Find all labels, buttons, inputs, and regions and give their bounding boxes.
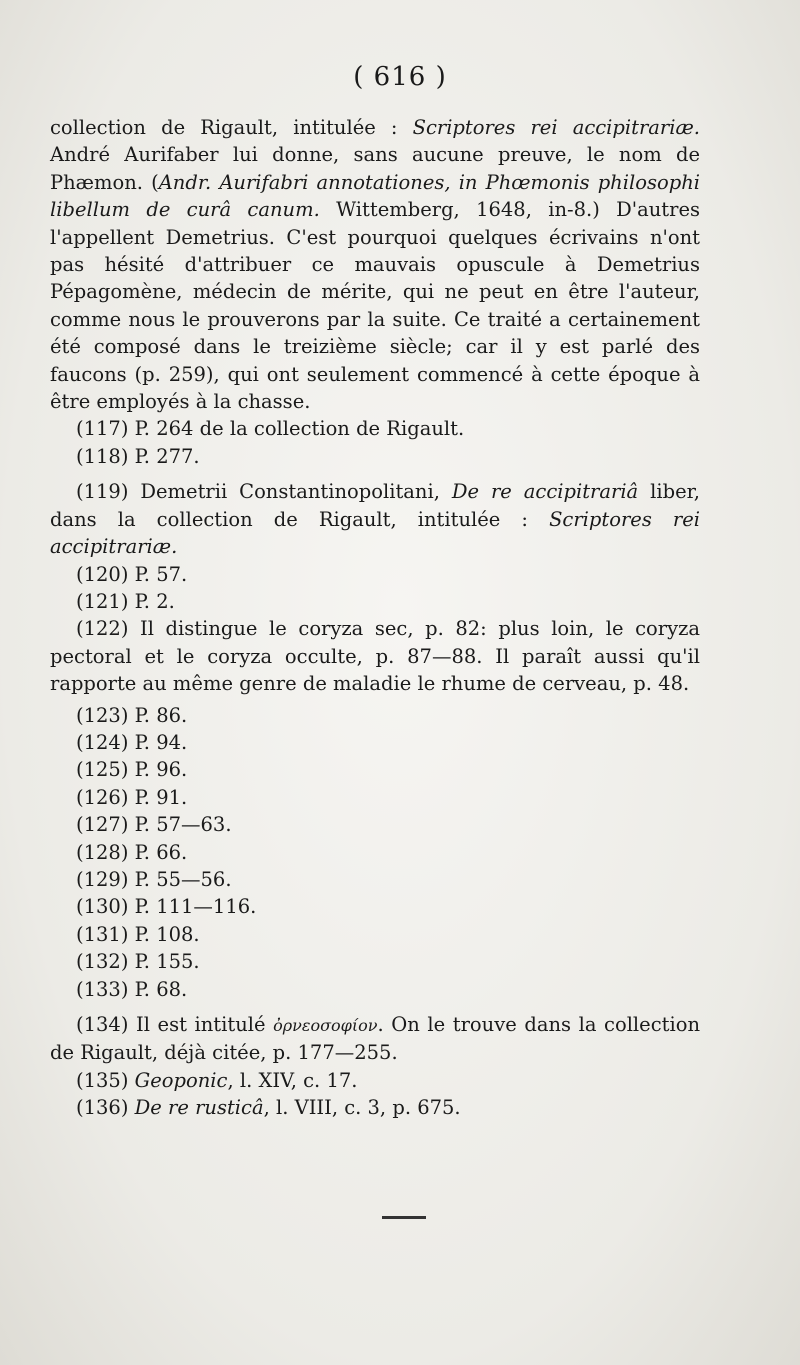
footnote-item: (123) P. 86. <box>76 703 188 727</box>
footnote-135 <box>50 1067 700 1094</box>
italic-title: Scriptores rei accipitrariæ. <box>50 507 700 559</box>
footnote-120: (120) P. 57. <box>76 562 188 586</box>
page-body <box>50 114 700 1122</box>
paragraph-continuation <box>50 114 700 415</box>
end-rule <box>382 1216 426 1219</box>
italic-title: De re rusticâ <box>134 1096 264 1120</box>
text-run: (134) Il est intitulé <box>76 1013 274 1036</box>
footnote-item: (133) P. 68. <box>76 977 188 1001</box>
italic-title: Geoponic <box>134 1068 228 1092</box>
text-run: . On le trouve dans la collection de Rigault, déjà citée, p. 177—255. <box>50 1013 701 1065</box>
footnote-item: (130) P. 111—116. <box>76 895 257 919</box>
text-run: (135) <box>76 1068 135 1092</box>
footnote-item: (125) P. 96. <box>76 758 188 782</box>
footnote-134 <box>50 1011 700 1067</box>
text-run: André Aurifaber lui donne, sans aucune preuve, le nom de Phæmon. ( <box>50 143 700 194</box>
italic-title: De re accipitrariâ <box>451 480 639 504</box>
footnote-item: (126) P. 91. <box>76 785 188 809</box>
italic-citation: Andr. Aurifabri annotationes, in Phœmonis philosophi libellum de curâ canum. <box>50 170 700 222</box>
text-run: collection de Rigault, intitulée : <box>50 116 413 139</box>
text-run: , l. XIV, c. 17. <box>227 1068 358 1092</box>
italic-title: Scriptores rei accipitrariæ. <box>412 116 700 139</box>
footnote-item: (124) P. 94. <box>76 730 188 754</box>
footnote-122: (122) Il distingue le coryza sec, p. 82: plus loin, le coryza pectoral et le coryza occulte, p. 87—88. Il paraît aussi qu'il rapporte au même genre de maladie le rhume de cerveau, p. 48. <box>50 617 700 696</box>
text-run: liber, dans la collection de Rigault, intitulée : <box>50 480 701 531</box>
greek-title: ὀρνεοσοφίον <box>273 1016 378 1035</box>
text-run: Wittemberg, 1648, in-8.) D'autres l'appellent Demetrius. C'est pourquoi quelques écrivains n'ont pas hésité d'attribuer ce mauvais opuscule à Demetrius Pépagomène, médecin de mérite, qui ne peut en être l'auteur, comme nous le prouverons par la suite. Ce traité a certainement été composé dans le treizième siècle; car il y est parlé des faucons (p. 259), qui ont seulement commencé à cette époque à être employés à la chasse. <box>50 198 701 414</box>
footnote-117: (117) P. 264 de la collection de Rigault. <box>76 417 465 441</box>
footnote-list <box>50 702 700 1003</box>
text-run: (136) <box>76 1096 135 1120</box>
footnote-item: (128) P. 66. <box>76 840 188 864</box>
footnote-item: (132) P. 155. <box>76 950 200 974</box>
footnote-119 <box>50 478 700 560</box>
footnote-118: (118) P. 277. <box>76 444 200 468</box>
text-run: (119) Demetrii Constantinopolitani, <box>76 480 452 504</box>
text-run: , l. VIII, c. 3, p. 675. <box>263 1096 461 1120</box>
page-number: ( 616 ) <box>353 62 447 92</box>
footnote-item: (129) P. 55—56. <box>76 867 232 891</box>
footnote-item: (131) P. 108. <box>76 922 200 946</box>
footnote-121: (121) P. 2. <box>76 589 175 613</box>
footnote-item: (127) P. 57—63. <box>76 813 232 837</box>
footnote-136 <box>50 1094 700 1121</box>
